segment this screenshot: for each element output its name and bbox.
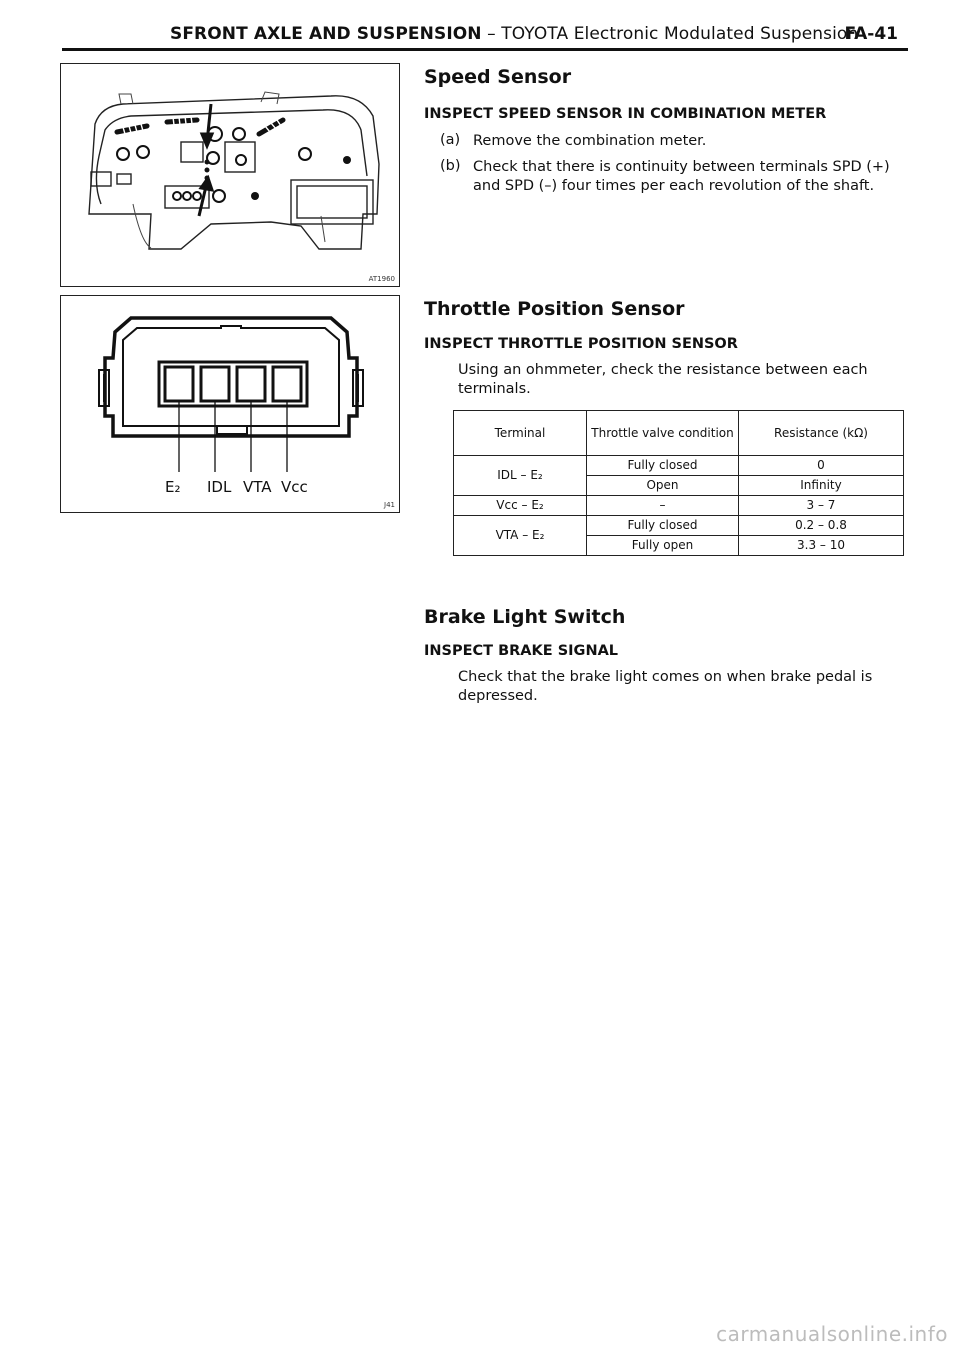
header-subsection: – TOYOTA Electronic Modulated Suspension: [481, 24, 859, 44]
section-title-speed-sensor: Speed Sensor: [424, 66, 572, 88]
resistance-cell: 3.3 – 10: [739, 536, 904, 556]
figure-code: AT1960: [368, 275, 395, 283]
resistance-cell: Infinity: [739, 476, 904, 496]
header-condition: Throttle valve condition: [587, 411, 739, 456]
figure-code: J41: [384, 501, 395, 509]
terminal-cell: IDL – E₂: [454, 456, 587, 496]
terminal-label-vta: VTA: [243, 478, 272, 496]
subhead-speed-sensor: INSPECT SPEED SENSOR IN COMBINATION METER: [424, 106, 827, 122]
throttle-sensor-text: Using an ohmmeter, check the resistance between each terminals.: [458, 362, 868, 397]
subhead-throttle-sensor: INSPECT THROTTLE POSITION SENSOR: [424, 336, 738, 352]
header-rule: [62, 48, 908, 51]
step-b-letter: (b): [440, 158, 461, 174]
table-row: [454, 456, 904, 476]
condition-cell: –: [587, 496, 739, 516]
page-header: [62, 18, 908, 48]
subhead-brake-switch: INSPECT BRAKE SIGNAL: [424, 643, 619, 659]
step-b-text: Check that there is continuity between terminals SPD (+) and SPD (–) four times per each revolution of the shaft.: [473, 159, 890, 194]
condition-cell: Fully closed: [587, 456, 739, 476]
resistance-cell: 0.2 – 0.8: [739, 516, 904, 536]
combination-meter-drawing: [61, 64, 399, 286]
page-number: FA-41: [844, 24, 898, 44]
step-a-letter: (a): [440, 132, 461, 148]
terminal-cell: Vcc – E₂: [454, 496, 587, 516]
terminal-cell: VTA – E₂: [454, 516, 587, 556]
table-row: [454, 516, 904, 536]
brake-switch-text: Check that the brake light comes on when brake pedal is depressed.: [458, 669, 873, 704]
resistance-cell: 3 – 7: [739, 496, 904, 516]
section-title-throttle-sensor: Throttle Position Sensor: [424, 298, 685, 320]
condition-cell: Fully closed: [587, 516, 739, 536]
resistance-cell: 0: [739, 456, 904, 476]
section-title-brake-switch: Brake Light Switch: [424, 606, 626, 628]
tps-connector-figure: [60, 295, 400, 513]
header-terminal: Terminal: [454, 411, 587, 456]
header-section: SFRONT AXLE AND SUSPENSION: [170, 24, 482, 44]
condition-cell: Open: [587, 476, 739, 496]
header-title: [170, 24, 858, 44]
watermark: carmanualsonline.info: [716, 1322, 948, 1346]
terminal-label-vcc: Vcc: [281, 478, 308, 496]
combination-meter-figure: [60, 63, 400, 287]
terminal-label-idl: IDL: [207, 478, 232, 496]
condition-cell: Fully open: [587, 536, 739, 556]
terminal-label-e2: E₂: [165, 478, 181, 496]
table-row: [454, 496, 904, 516]
resistance-table: [453, 410, 904, 556]
header-resistance: Resistance (kΩ): [739, 411, 904, 456]
step-a-text: Remove the combination meter.: [473, 133, 707, 149]
table-header-row: [454, 411, 904, 456]
